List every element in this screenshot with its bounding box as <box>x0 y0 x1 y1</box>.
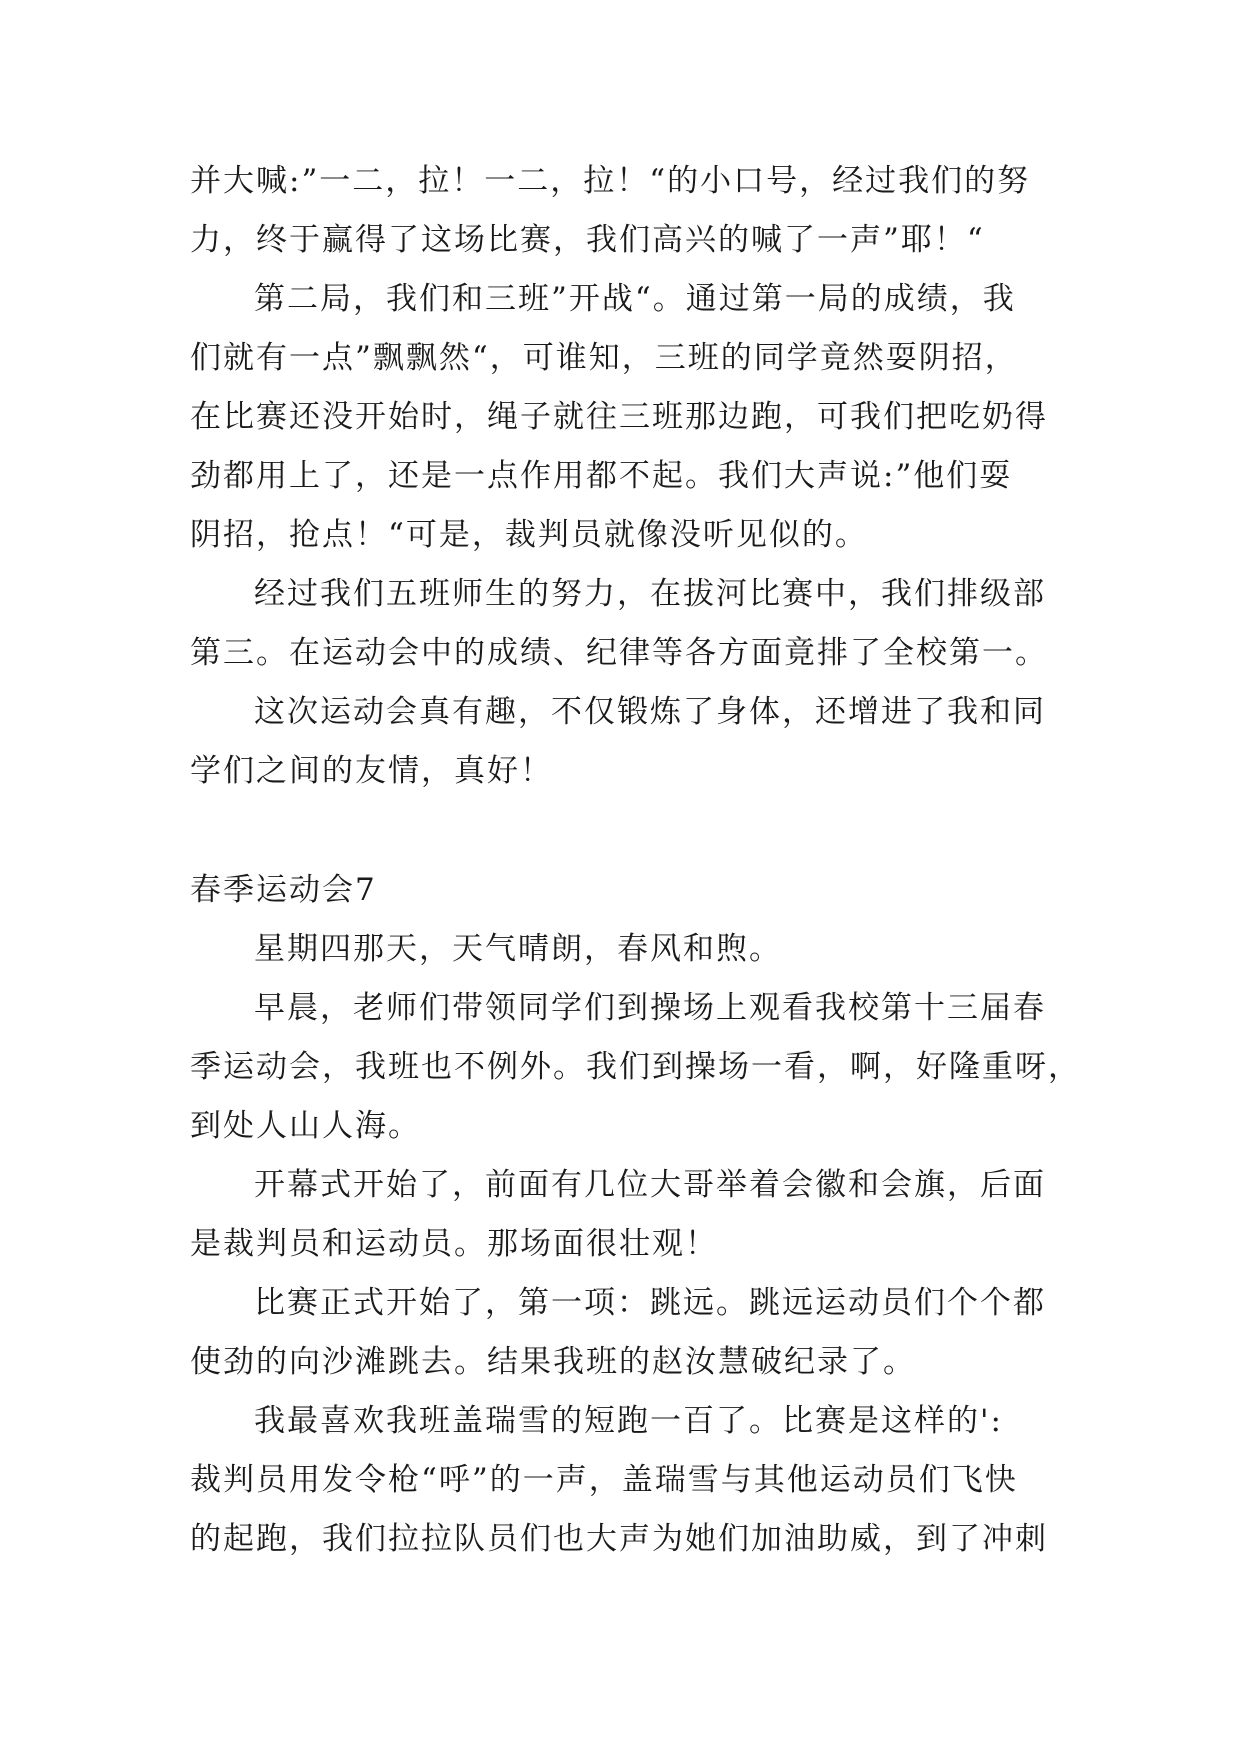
text-line: 开幕式开始了，前面有几位大哥举着会徽和会旗，后面 <box>254 1167 1046 1203</box>
paragraph-opening-ceremony <box>190 1156 1070 1274</box>
paragraph-long-jump <box>190 1274 1070 1392</box>
paragraph-sprint <box>190 1392 1070 1569</box>
text-line: 劲都用上了，还是一点作用都不起。我们大声说:”他们耍 <box>190 458 1013 494</box>
text-line: 经过我们五班师生的努力，在拔河比赛中，我们排级部 <box>254 576 1046 612</box>
text-line: 这次运动会真有趣，不仅锻炼了身体，还增进了我和同 <box>254 694 1046 730</box>
text-line: 我最喜欢我班盖瑞雪的短跑一百了。比赛是这样的': <box>254 1403 1003 1439</box>
text-line: 使劲的向沙滩跳去。结果我班的赵汝慧破纪录了。 <box>190 1344 916 1380</box>
paragraph-weather <box>190 920 1070 979</box>
text-line: 比赛正式开始了，第一项：跳远。跳远运动员们个个都 <box>254 1285 1046 1321</box>
document-page <box>190 152 1081 1569</box>
paragraph-conclusion <box>190 683 1070 801</box>
text-line: 星期四那天，天气晴朗，春风和煦。 <box>254 931 782 967</box>
text-line: 第三。在运动会中的成绩、纪律等各方面竟排了全校第一。 <box>190 635 1048 671</box>
paragraph-results <box>190 565 1070 683</box>
text-line: 早晨，老师们带领同学们到操场上观看我校第十三届春 <box>254 990 1046 1026</box>
section-spacer <box>190 801 1070 861</box>
text-line: 第二局，我们和三班”开战“。通过第一局的成绩，我 <box>254 281 1016 317</box>
text-line: 的起跑，我们拉拉队员们也大声为她们加油助威，到了冲刺 <box>190 1521 1048 1557</box>
text-line: 们就有一点”飘飘然“，可谁知，三班的同学竟然耍阴招， <box>190 340 1018 376</box>
essay-title: 春季运动会7 <box>190 872 377 908</box>
text-line: 在比赛还没开始时，绳子就往三班那边跑，可我们把吃奶得 <box>190 399 1048 435</box>
text-line: 并大喊:”一二，拉！一二，拉！“的小口号，经过我们的努 <box>190 163 1031 199</box>
paragraph-tug-of-war-round-one-end <box>190 152 1070 270</box>
text-line: 力，终于赢得了这场比赛，我们高兴的喊了一声”耶！“ <box>190 222 985 258</box>
text-line: 是裁判员和运动员。那场面很壮观！ <box>190 1226 718 1262</box>
paragraph-morning <box>190 979 1081 1156</box>
text-line: 学们之间的友情，真好！ <box>190 753 553 789</box>
text-line: 季运动会，我班也不例外。我们到操场一看，啊，好隆重呀， <box>190 1049 1081 1085</box>
text-line: 到处人山人海。 <box>190 1108 421 1144</box>
text-line: 阴招，抢点！“可是，裁判员就像没听见似的。 <box>190 517 868 553</box>
text-line: 裁判员用发令枪“呼”的一声，盖瑞雪与其他运动员们飞快 <box>190 1462 1018 1498</box>
paragraph-round-two <box>190 270 1070 565</box>
